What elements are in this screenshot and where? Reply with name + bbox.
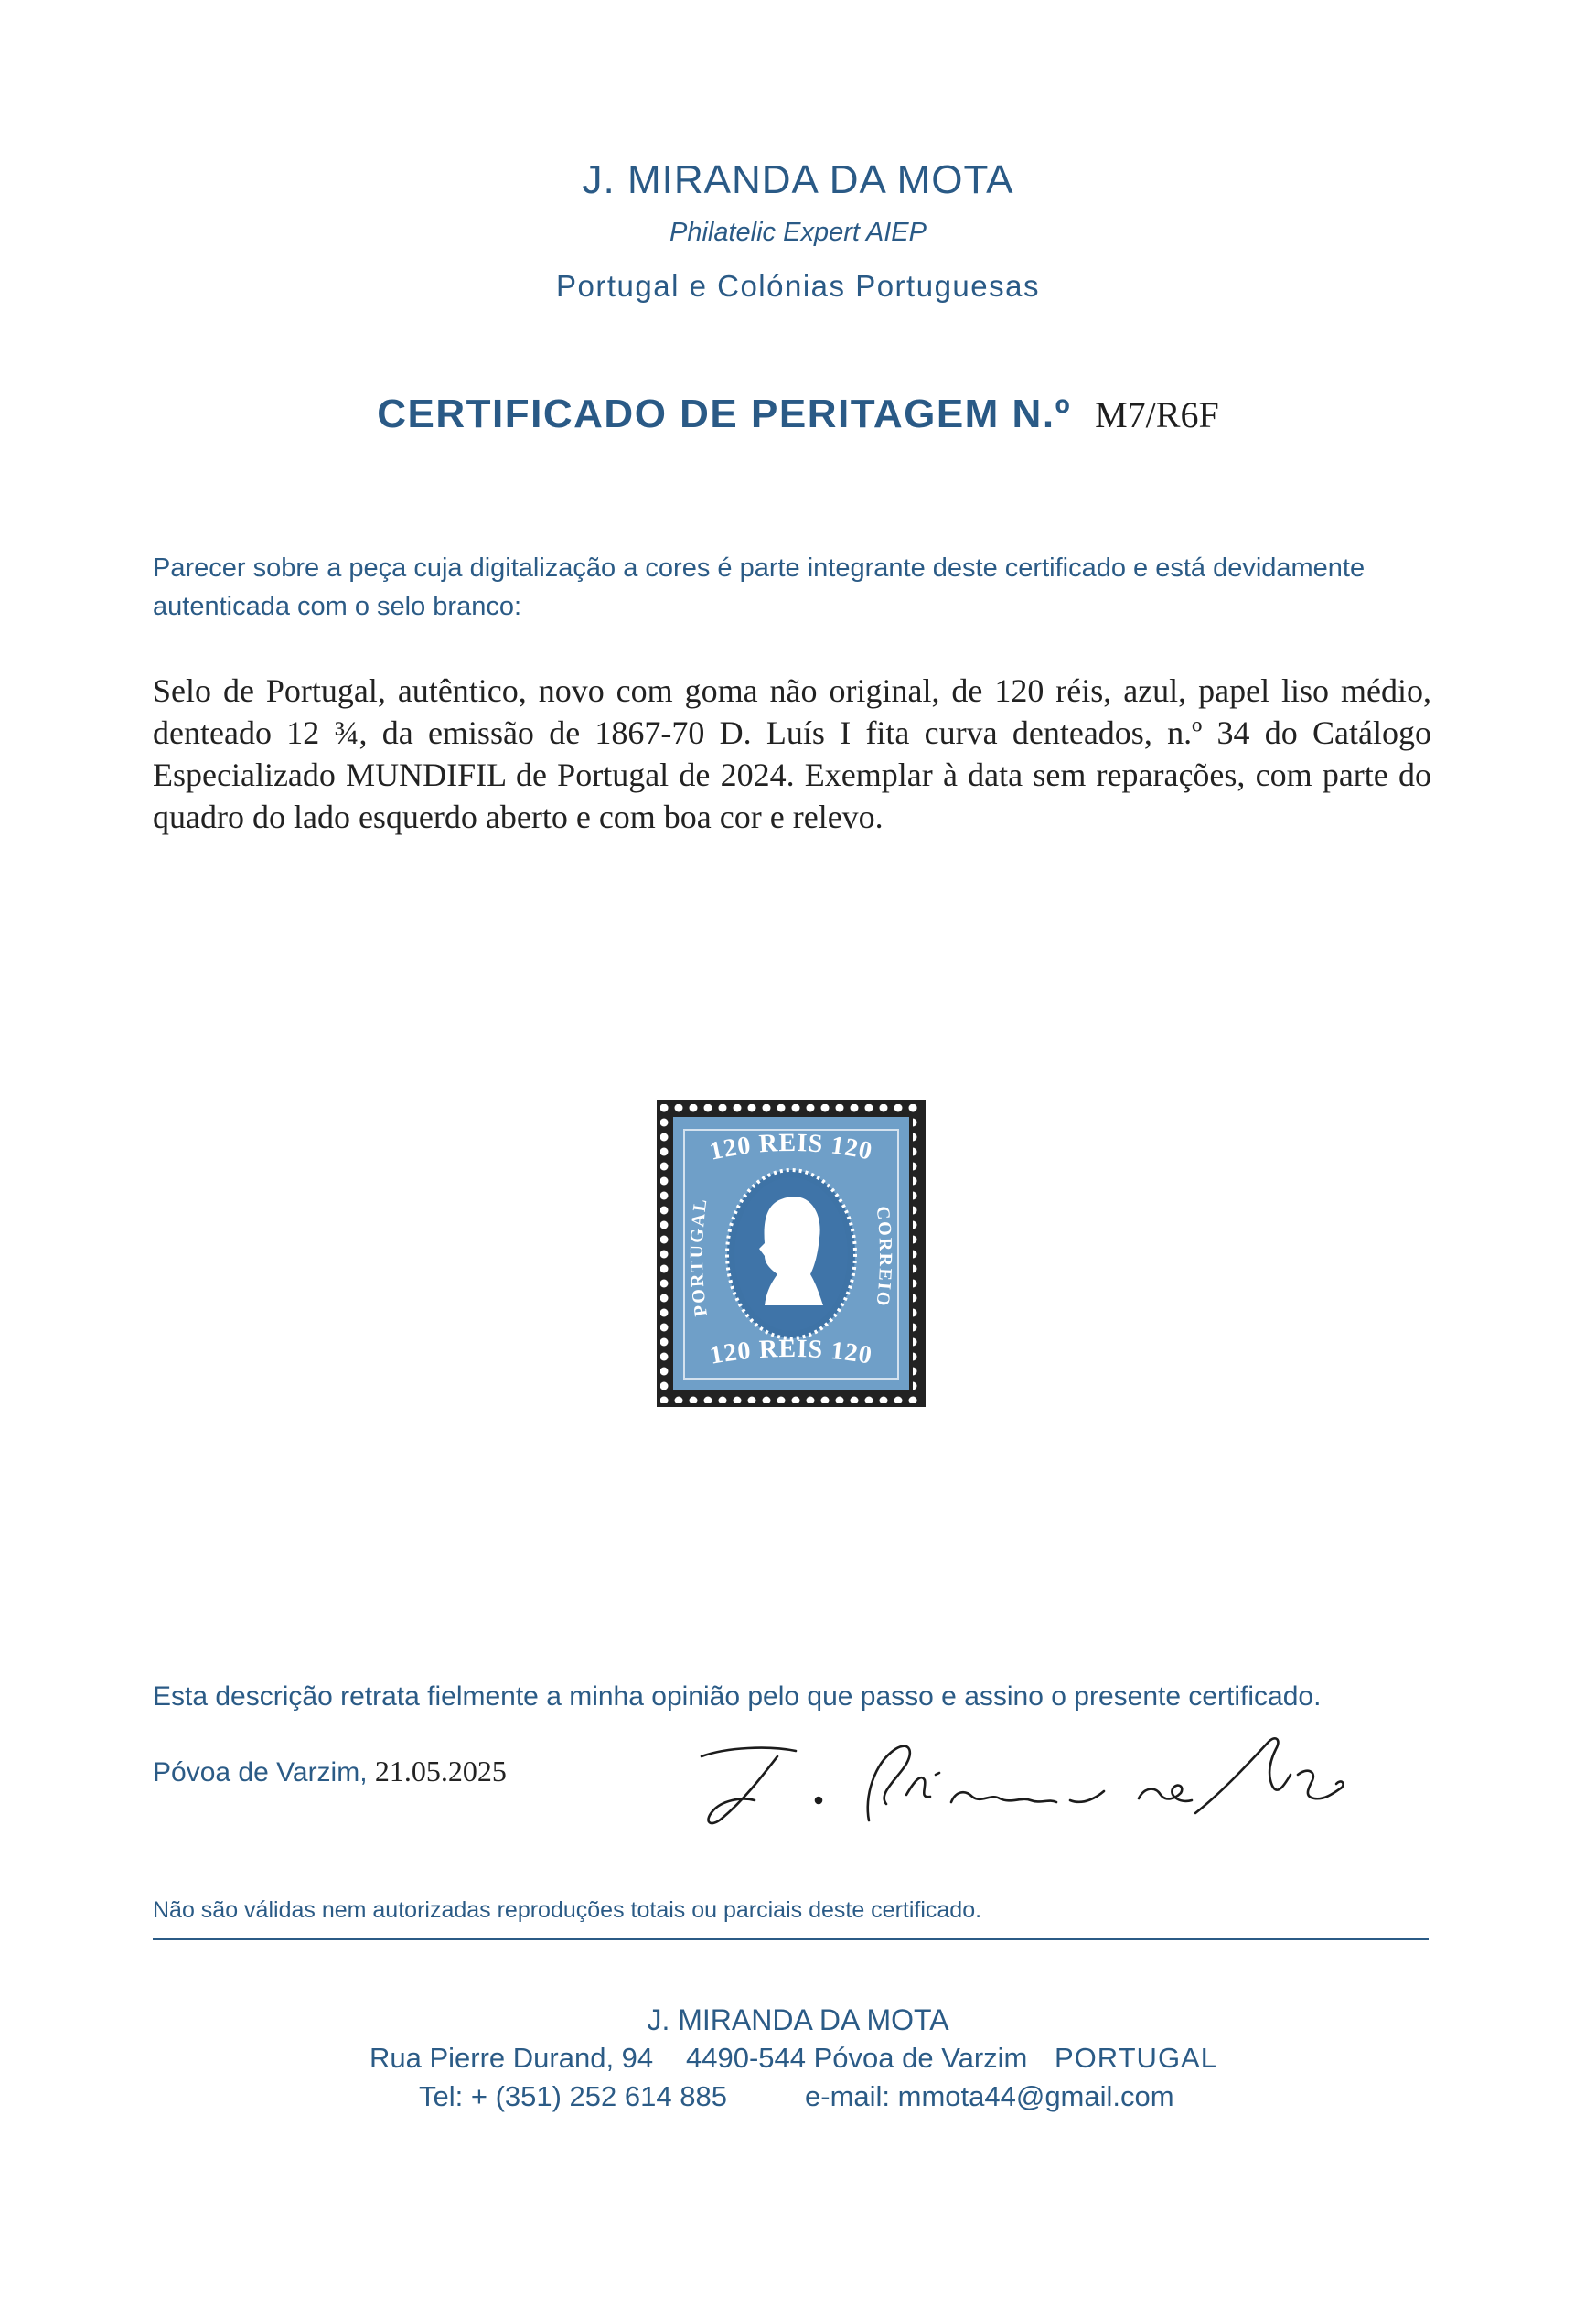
stamp-left-text: PORTUGAL [686,1196,712,1318]
expert-region: Portugal e Colónias Portuguesas [556,269,1040,303]
footer-name: J. MIRANDA DA MOTA [647,2003,949,2036]
footer-email[interactable]: e-mail: mmota44@gmail.com [805,2080,1174,2112]
date: 21.05.2025 [374,1755,507,1788]
footer-postal: 4490-544 Póvoa de Varzim [686,2042,1028,2074]
stamp-bottom-text: 120 REIS 120 [707,1334,875,1370]
stamp-top-text: 120 REIS 120 [707,1128,875,1166]
footer-country: PORTUGAL [1055,2042,1217,2074]
expert-name: J. MIRANDA DA MOTA [582,157,1014,202]
certificate-label: CERTIFICADO DE PERITAGEM N.º [377,392,1072,436]
certificate-number: M7/R6F [1095,394,1219,435]
place-date [153,1755,507,1788]
place: Póvoa de Varzim, [153,1757,368,1788]
divider [153,1938,1429,1940]
stamp-image [657,1100,926,1407]
footer-phone: Tel: + (351) 252 614 885 [419,2080,727,2112]
closing-statement: Esta descrição retrata fielmente a minha opinião pelo que passo e assino o presente certificado. [153,1681,1322,1712]
footer-street: Rua Pierre Durand, 94 [370,2042,654,2074]
expert-subtitle: Philatelic Expert AIEP [669,218,927,247]
signature [691,1720,1367,1839]
stamp-right-text: CORREIO [872,1205,896,1309]
stamp-description: Selo de Portugal, autêntico, novo com goma não original, de 120 réis, azul, papel liso médio, denteado 12 ¾, da emissão de 1867-70 D. Luís I fita curva denteados, n.º 34 do Catálogo Especializado MUNDIFIL de Portugal de 2024. Exemplar à data sem reparações, com parte do quadro do lado esquerdo aberto e com boa cor e relevo. [153,672,1431,835]
intro-paragraph: Parecer sobre a peça cuja digitalização a cores é parte integrante deste certificado e está devidamente autenticada com o selo branco: [153,553,1366,621]
disclaimer: Não são válidas nem autorizadas reproduções totais ou parciais deste certificado. [153,1897,982,1923]
certificate-title [0,392,1596,437]
